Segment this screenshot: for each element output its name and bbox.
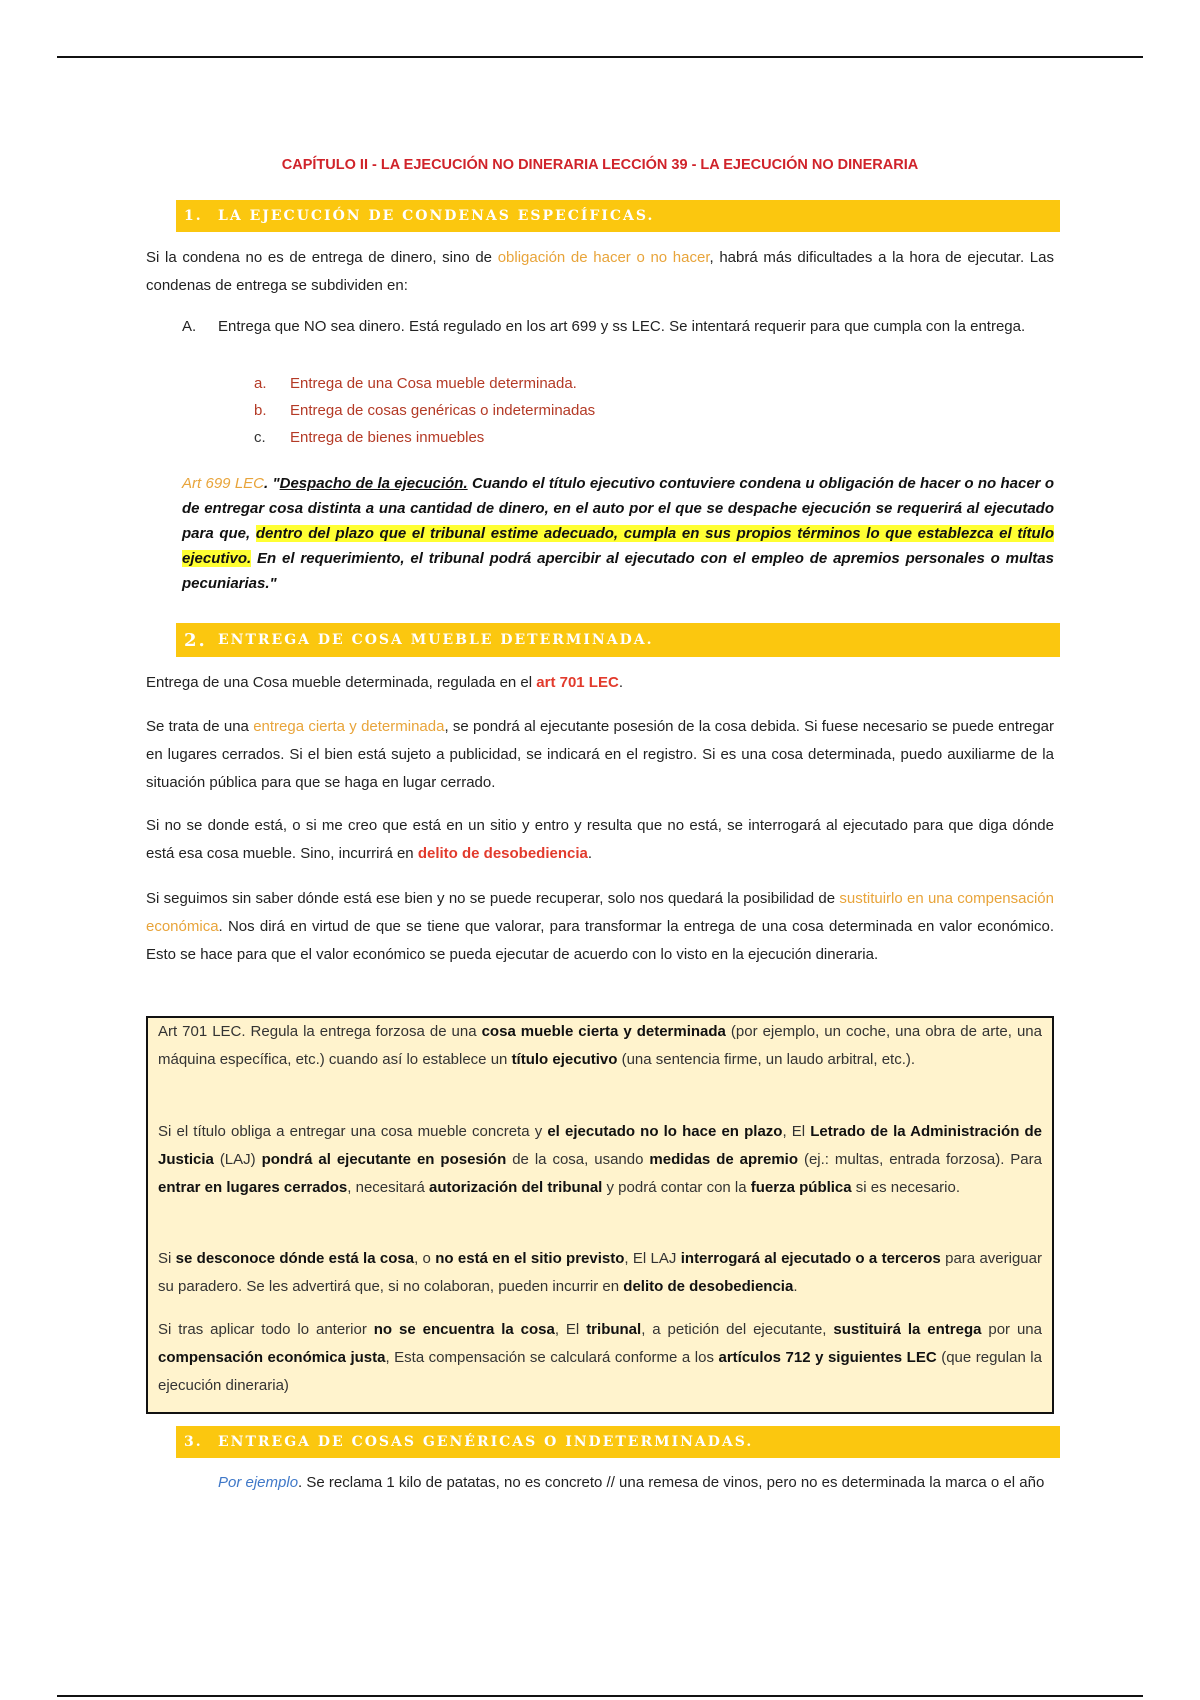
example-label: Por ejemplo (218, 1474, 299, 1491)
article-reference: Art 699 LEC (182, 475, 265, 492)
paragraph: Si la condena no es de entrega de dinero, sino de obligación de hacer o no hacer, habrá más dificultades a la hora de ejecutar. Las condenas de entrega se subdividen en: (146, 249, 1054, 294)
summary-box (146, 1016, 1054, 1414)
paragraph: Si seguimos sin saber dónde está ese bien y no se puede recuperar, solo nos quedará la posibilidad de sustituirlo en una compensación económica. Nos dirá en virtud de que se tiene que valorar, para transformar la entrega de una cosa determinada en valor económico. Esto se hace para que el valor económico se pueda ejecutar de acuerdo con lo visto en la ejecución dineraria. (146, 890, 1054, 963)
box-paragraph: Art 701 LEC. Regula la entrega forzosa de una cosa mueble cierta y determinada (por ejemplo, un coche, una obra de arte, una máquina específica, etc.) cuando así lo establece un título ejecutivo (una sentencia firme, un laudo arbitral, etc.). (158, 1023, 1042, 1068)
quote-title: Despacho de la ejecución. (279, 475, 468, 492)
highlight-term: delito de desobediencia (417, 845, 588, 862)
section-number: 2. (184, 629, 207, 651)
highlight-term: obligación de hacer o no hacer (497, 249, 710, 266)
chapter-title: CAPÍTULO II - LA EJECUCIÓN NO DINERARIA LECCIÓN 39 - LA EJECUCIÓN NO DINERARIA (281, 157, 919, 173)
box-paragraph: Si el título obliga a entregar una cosa mueble concreta y el ejecutado no lo hace en plazo, El Letrado de la Administración de Justicia (LAJ) pondrá al ejecutante en posesión de la cosa, usando medidas de apremio (ej.: multas, entrada forzosa). Para entrar en lugares cerrados, necesitará autorización del tribunal y podrá contar con la fuerza pública si es necesario. (158, 1123, 1043, 1196)
section-heading-3 (176, 1426, 1060, 1458)
highlighted-text: dentro del plazo que el tribunal estime adecuado, cumpla en sus propios términos lo que establezca el título ejecutivo. (182, 525, 1054, 567)
box-paragraph: Si tras aplicar todo lo anterior no se encuentra la cosa, El tribunal, a petición del ejecutante, sustituirá la entrega por una compensación económica justa, Esta compensación se calculará conforme a los artículos 712 y siguientes LEC (que regulan la ejecución dineraria) (158, 1321, 1042, 1394)
section-number: 3. (184, 1434, 203, 1450)
bottom-rule (57, 1695, 1143, 1697)
section-number: 1. (184, 208, 203, 224)
section-heading-1 (176, 200, 1060, 232)
highlight-term: sustituirlo en una compensación económica (146, 890, 1054, 935)
section-heading-2 (176, 623, 1060, 657)
paragraph: Entrega de una Cosa mueble determinada, regulada en el art 701 LEC. (146, 674, 623, 691)
section-title: LA EJECUCIÓN DE CONDENAS ESPECÍFICAS. (218, 208, 655, 224)
paragraph: Por ejemplo. Se reclama 1 kilo de patatas, no es concreto // una remesa de vinos, pero no es determinada la marca o el año (218, 1474, 1045, 1491)
highlight-term: entrega cierta y determinada (253, 718, 445, 735)
article-quote: Art 699 LEC. "Despacho de la ejecución. Cuando el título ejecutivo contuviere condena u obligación de hacer o no hacer o de entregar cosa distinta a una cantidad de dinero, en el auto por el que se despache ejecución se requerirá al ejecutado para que, dentro del plazo que el tribunal estime adecuado, cumpla en sus propios términos lo que establezca el título ejecutivo. En el requerimiento, el tribunal podrá apercibir al ejecutado con el empleo de apremios personales o multas pecuniarias." (182, 475, 1054, 592)
list-marker: A. (182, 318, 197, 335)
paragraph: Se trata de una entrega cierta y determinada, se pondrá al ejecutante posesión de la cosa debida. Si fuese necesario se puede entregar en lugares cerrados. Si el bien está sujeto a publicidad, se indicará en el registro. Si es una cosa determinada, puedo auxiliarme de la situación pública para que se haga en lugar cerrado. (146, 718, 1055, 791)
article-reference: art 701 LEC (536, 674, 619, 691)
box-paragraph: Si se desconoce dónde está la cosa, o no está en el sitio previsto, El LAJ interrogará al ejecutado o a terceros para averiguar su paradero. Se les advertirá que, si no colaboran, pueden incurrir en delito de desobediencia. (158, 1250, 1042, 1295)
section-title: ENTREGA DE COSAS GENÉRICAS O INDETERMINADAS. (218, 1434, 754, 1450)
top-rule (57, 56, 1143, 58)
paragraph: Si no se donde está, o si me creo que está en un sitio y entro y resulta que no está, se interrogará al ejecutado para que diga dónde está esa cosa mueble. Sino, incurrirá en delito de desobediencia. (146, 817, 1054, 862)
section-title: ENTREGA DE COSA MUEBLE DETERMINADA. (218, 632, 654, 648)
list-item-text: Entrega que NO sea dinero. Está regulado en los art 699 y ss LEC. Se intentará requerir para que cumpla con la entrega. (218, 318, 1026, 335)
list-item-a (182, 313, 1054, 341)
